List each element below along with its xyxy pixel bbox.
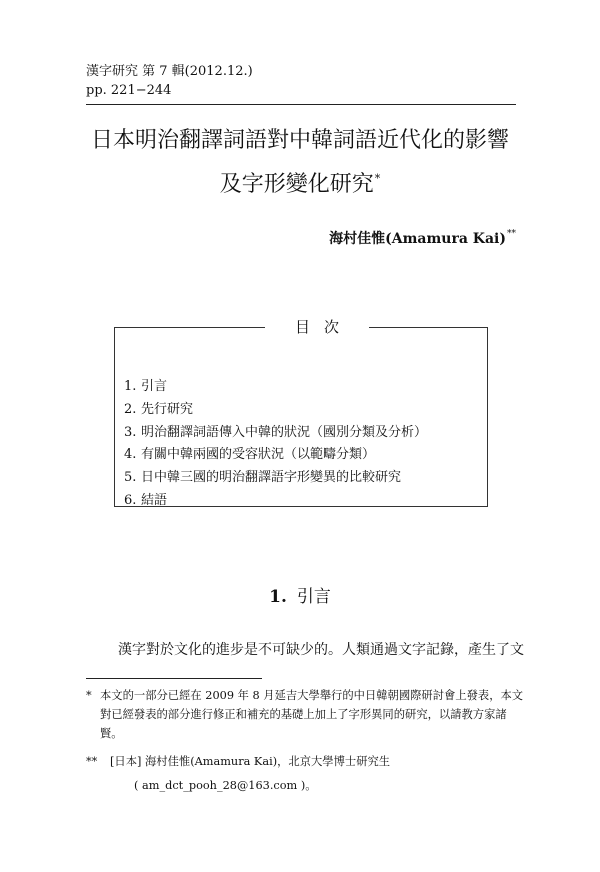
toc-item: [124, 467, 427, 490]
footnote-1-text: 本文的一部分已經在 2009 年 8 月延吉大學舉行的中日韓朝國際研討會上發表，本文對已經發表的部分進行修正和補充的基礎上加上了字形異同的研究，以請教方家諸賢。: [100, 689, 524, 740]
toc-item: [124, 422, 427, 445]
title-footnote-mark: *: [374, 172, 381, 185]
toc-item-label: 先行研究: [141, 401, 194, 417]
paper-title-line-2: [60, 170, 540, 200]
footnote-2-mark: **: [86, 755, 98, 768]
toc-item: [124, 399, 427, 422]
toc-item-label: 結語: [141, 492, 168, 508]
footnote-2: [86, 752, 526, 771]
toc-item: [124, 490, 427, 513]
toc-item-number: 2.: [124, 401, 137, 417]
toc-list: [124, 376, 427, 513]
toc-item-number: 1.: [124, 379, 137, 394]
footnote-1-mark: *: [86, 689, 92, 702]
paper-title-line-1: 日本明治翻譯詞語對中韓詞語近代化的影響: [90, 128, 509, 153]
footnote-2-contact: ( am_dct_pooh_28@163.com )。: [134, 779, 317, 792]
journal-header: 漢字研究 第 7 輯(2012.12.): [86, 64, 253, 79]
footnote-1: [86, 686, 526, 743]
section-heading: [200, 586, 400, 608]
toc-item-label: 明治翻譯詞語傳入中韓的狀況（國別分類及分析）: [141, 424, 428, 440]
toc-item-number: 4.: [124, 447, 137, 463]
footnote-2-text: [日本] 海村佳惟(Amamura Kai)，北京大學博士研究生: [110, 755, 391, 768]
section-number: 1.: [269, 587, 287, 607]
toc-item-number: 6.: [124, 492, 137, 508]
author-footnote-mark: **: [507, 229, 516, 239]
paper-title-line-2-text: 及字形變化研究: [219, 172, 374, 197]
section-title: 引言: [296, 587, 331, 607]
toc-item-label: 引言: [141, 379, 168, 394]
page-range: pp. 221−244: [86, 83, 172, 98]
author-name: 海村佳惟(Amamura Kai): [329, 231, 506, 247]
toc-item-label: 有關中韓兩國的受容狀況（以範疇分類）: [141, 447, 376, 463]
header-divider: [86, 104, 516, 105]
toc-item: [124, 376, 427, 399]
toc-item-label: 日中韓三國的明治翻譯語字形變異的比較研究: [141, 470, 402, 486]
toc-item-number: 3.: [124, 424, 137, 440]
footnote-divider: [86, 678, 262, 679]
toc-item-number: 5.: [124, 470, 137, 486]
toc-heading: 目次: [265, 317, 369, 337]
author-line: [329, 230, 516, 248]
body-paragraph: 漢字對於文化的進步是不可缺少的。人類通過文字記錄，產生了文: [118, 642, 524, 658]
toc-item: [124, 444, 427, 467]
